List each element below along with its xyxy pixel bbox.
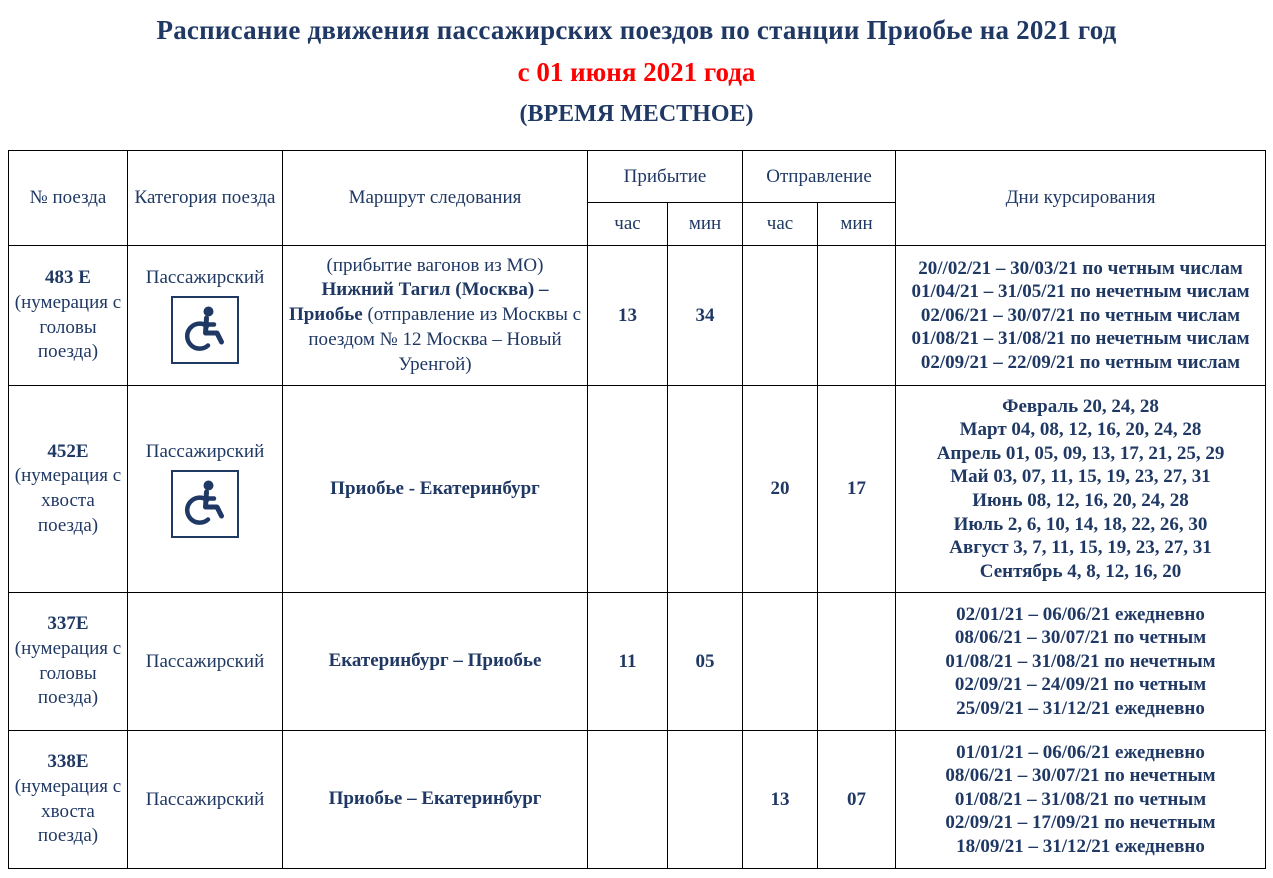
arrival-min: 05 (668, 593, 743, 731)
wheelchair-icon (171, 296, 239, 364)
train-number: 337Е (47, 613, 89, 635)
running-days-line: Август 3, 7, 11, 15, 19, 23, 27, 31 (949, 537, 1212, 559)
route-main: Екатеринбург – Приобье (328, 650, 542, 672)
train-number: 483 Е (45, 267, 91, 289)
arrival-min (668, 731, 743, 869)
local-time-note: (ВРЕМЯ МЕСТНОЕ) (519, 101, 754, 127)
departure-min (818, 246, 896, 386)
departure-min: 07 (818, 731, 896, 869)
col-header-days: Дни курсирования (896, 151, 1266, 246)
table-row (9, 731, 1266, 869)
running-days-line: 08/06/21 – 30/07/21 по четным (954, 627, 1207, 649)
col-header-arrival: Прибытие (588, 151, 743, 203)
running-days-line: 02/09/21 – 22/09/21 по четным числам (920, 351, 1241, 373)
train-schedule-table (8, 150, 1266, 869)
arrival-hour (588, 386, 668, 593)
route-main: Приобье - Екатеринбург (330, 477, 540, 499)
col-header-train-no: № поезда (9, 151, 128, 246)
category-label: Пассажирский (145, 440, 265, 462)
departure-hour: 20 (743, 386, 818, 593)
running-days-line: Июнь 08, 12, 16, 20, 24, 28 (972, 490, 1189, 511)
route-cell (283, 246, 588, 386)
departure-hour: 13 (743, 731, 818, 869)
running-days-cell (896, 246, 1266, 386)
train-number-cell (9, 386, 128, 593)
running-days-cell (896, 593, 1266, 731)
category-label: Пассажирский (145, 267, 265, 288)
route-cell (283, 593, 588, 731)
departure-min (818, 593, 896, 731)
wheelchair-icon (171, 470, 239, 538)
route-main: Нижний Тагил (Москва) – Приобье (288, 279, 549, 326)
running-days-line: 18/09/21 – 31/12/21 ежедневно (956, 835, 1205, 857)
arrival-min: 34 (668, 246, 743, 386)
col-header-category: Категория поезда (128, 151, 283, 246)
table-row (9, 246, 1266, 386)
route-note-post: (отправление из Москвы с поездом № 12 Москва – Новый Уренгой) (308, 304, 582, 375)
category-label: Пассажирский (145, 788, 265, 810)
arrival-hour: 11 (588, 593, 668, 731)
table-row (9, 593, 1266, 731)
arrival-min (668, 386, 743, 593)
category-label: Пассажирский (145, 650, 265, 672)
train-number-note: (нумерация с хвоста поезда) (14, 775, 122, 847)
arrival-hour: 13 (588, 246, 668, 386)
col-header-arrival-min: мин (668, 203, 743, 246)
table-row (9, 386, 1266, 593)
col-header-departure: Отправление (743, 151, 896, 203)
running-days-line: 01/08/21 – 31/08/21 по четным (954, 788, 1207, 810)
route-note-pre: (прибытие вагонов из МО) (326, 254, 544, 276)
document-header (0, 0, 1273, 128)
page-title: Расписание движения пассажирских поездов по станции Приобье на 2021 год (156, 15, 1117, 45)
running-days-line: 08/06/21 – 30/07/21 по нечетным (945, 765, 1216, 787)
running-days-line: Февраль 20, 24, 28 (1002, 395, 1159, 417)
col-header-departure-hour: час (743, 203, 818, 246)
col-header-departure-min: мин (818, 203, 896, 246)
running-days-line: 01/01/21 – 06/06/21 ежедневно (956, 741, 1205, 763)
running-days-line: Апрель 01, 05, 09, 13, 17, 21, 25, 29 (936, 442, 1225, 464)
route-cell (283, 731, 588, 869)
train-number-cell (9, 731, 128, 869)
effective-date-subtitle: с 01 июня 2021 года (517, 57, 756, 87)
running-days-line: Июль 2, 6, 10, 14, 18, 22, 26, 30 (953, 513, 1208, 535)
running-days-line: 01/08/21 – 31/08/21 по нечетным (945, 650, 1216, 672)
train-category-cell (128, 386, 283, 593)
train-number: 338Е (47, 751, 89, 773)
running-days-line: Март 04, 08, 12, 16, 20, 24, 28 (959, 419, 1202, 441)
running-days-line: 01/04/21 – 31/05/21 по нечетным числам (911, 281, 1250, 303)
running-days-cell (896, 386, 1266, 593)
train-category-cell (128, 593, 283, 731)
running-days-line: 20//02/21 – 30/03/21 по четным числам (918, 257, 1243, 279)
route-main: Приобье – Екатеринбург (328, 788, 542, 810)
running-days-line: 02/09/21 – 17/09/21 по нечетным (945, 812, 1216, 834)
departure-min: 17 (818, 386, 896, 593)
train-number-cell (9, 246, 128, 386)
running-days-line: 01/08/21 – 31/08/21 по нечетным числам (911, 328, 1250, 350)
running-days-line: Сентябрь 4, 8, 12, 16, 20 (979, 560, 1182, 582)
running-days-line: 02/09/21 – 24/09/21 по четным (954, 674, 1207, 696)
route-cell (283, 386, 588, 593)
col-header-route: Маршрут следования (283, 151, 588, 246)
arrival-hour (588, 731, 668, 869)
train-number-note: (нумерация с головы поезда) (14, 637, 122, 709)
train-number-note: (нумерация с головы поезда) (14, 291, 122, 363)
train-number: 452Е (47, 440, 89, 462)
train-number-note: (нумерация с хвоста поезда) (14, 465, 122, 536)
train-number-cell (9, 593, 128, 731)
train-category-cell (128, 731, 283, 869)
running-days-cell (896, 731, 1266, 869)
running-days-line: 02/01/21 – 06/06/21 ежедневно (956, 603, 1205, 625)
running-days-line: 02/06/21 – 30/07/21 по четным числам (920, 304, 1241, 326)
departure-hour (743, 593, 818, 731)
running-days-line: 25/09/21 – 31/12/21 ежедневно (956, 697, 1205, 719)
col-header-arrival-hour: час (588, 203, 668, 246)
train-category-cell (128, 246, 283, 386)
running-days-line: Май 03, 07, 11, 15, 19, 23, 27, 31 (950, 466, 1211, 488)
departure-hour (743, 246, 818, 386)
